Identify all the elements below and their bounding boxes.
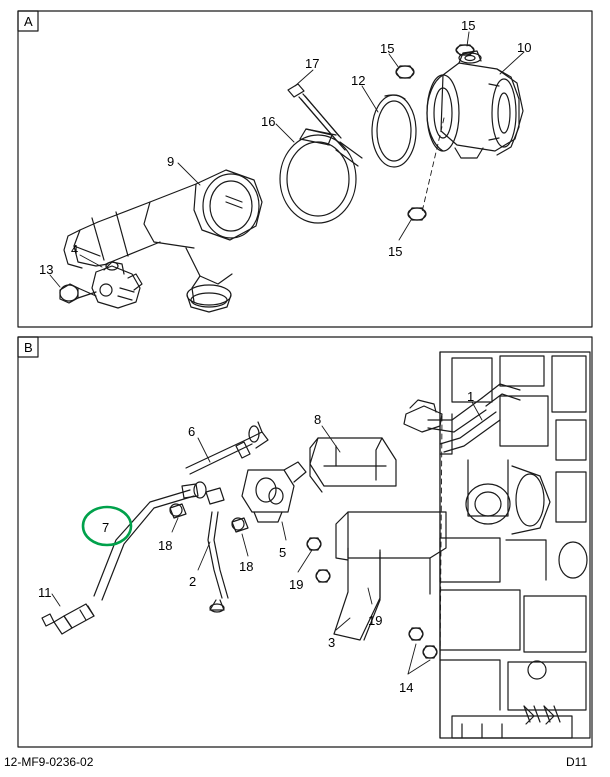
callout-18-b: 18 xyxy=(239,559,254,574)
engine-block xyxy=(440,352,590,738)
part-2-tube xyxy=(208,512,228,612)
panel-a-leaders xyxy=(50,32,524,287)
part-4-bracket xyxy=(92,262,142,308)
callout-18-a: 18 xyxy=(158,538,173,553)
callout-9: 9 xyxy=(167,154,175,169)
callout-11: 11 xyxy=(38,585,52,600)
part-15-washer-c xyxy=(408,208,426,220)
callout-7: 7 xyxy=(102,520,110,535)
callout-2: 2 xyxy=(189,574,197,589)
callout-16: 16 xyxy=(261,114,276,129)
callout-15-c: 15 xyxy=(388,244,403,259)
callout-15-b: 15 xyxy=(461,18,476,33)
callout-1: 1 xyxy=(467,389,475,404)
part-19-bolts xyxy=(307,538,330,582)
part-6-tube xyxy=(186,422,268,474)
callout-15-a: 15 xyxy=(380,41,395,56)
part-10-housing xyxy=(427,51,523,158)
callout-4: 4 xyxy=(71,242,79,257)
part-12-gasket xyxy=(372,95,416,167)
drawing-number: 12-MF9-0236-02 xyxy=(4,755,94,769)
callout-5: 5 xyxy=(279,545,287,560)
callout-6: 6 xyxy=(188,424,196,439)
callout-19-a: 19 xyxy=(289,577,304,592)
part-8-shield xyxy=(310,438,396,492)
part-13-bolt xyxy=(60,284,96,303)
part-17-bolt xyxy=(288,84,345,150)
callout-14: 14 xyxy=(399,680,414,695)
part-5-manifold xyxy=(242,462,306,522)
callout-17: 17 xyxy=(305,56,320,71)
callout-13: 13 xyxy=(39,262,54,277)
callout-8: 8 xyxy=(314,412,322,427)
panel-b-leaders xyxy=(52,402,482,674)
sheet-code: D11 xyxy=(566,755,588,769)
part-3-shield xyxy=(334,512,446,640)
part-18-clamps xyxy=(170,504,248,532)
callout-3: 3 xyxy=(328,635,336,650)
part-16-clamp xyxy=(280,129,362,223)
panel-label-b: B xyxy=(24,340,33,355)
panel-label-a: A xyxy=(24,14,33,29)
callout-10: 10 xyxy=(517,40,532,55)
callout-12: 12 xyxy=(351,73,366,88)
part-11-fitting xyxy=(42,604,94,634)
callout-19-b: 19 xyxy=(368,613,383,628)
